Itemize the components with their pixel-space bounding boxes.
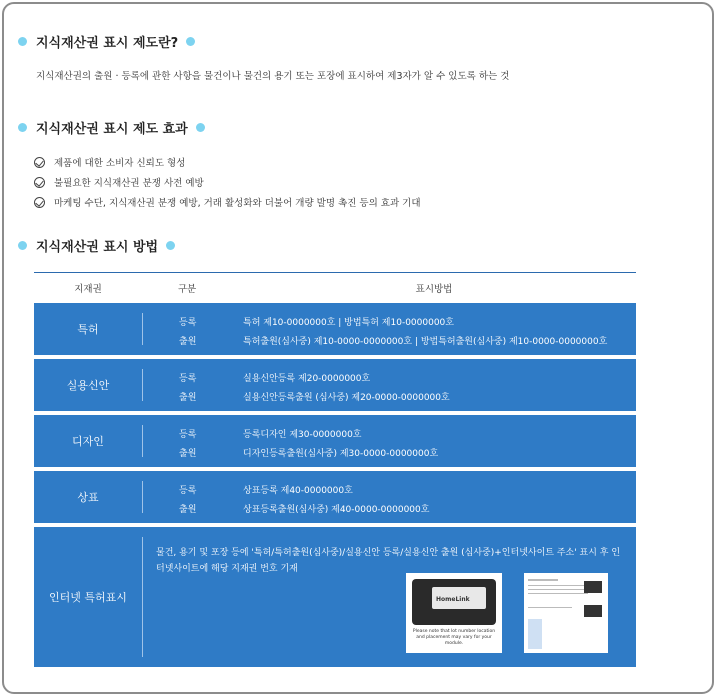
list-item: 제품에 대한 소비자 신뢰도 형성 [34,152,421,172]
check-circle-icon [34,157,45,168]
row-type: 출원 [179,449,197,459]
list-item: 불필요한 지식재산권 분쟁 사전 예방 [34,172,421,192]
effects-heading [18,118,205,137]
column-header: 표시방법 [415,284,453,295]
row-text: 실용신안등록출원 (심사중) 제20-0000-0000000호 [243,393,450,403]
row-name: 특허 [77,323,99,336]
row-name: 상표 [77,491,99,504]
row-type: 출원 [179,337,197,347]
row-text: 실용신안등록 제20-0000000호 [243,374,371,384]
row-name: 인터넷 특허표시 [49,591,127,604]
row-type: 등록 [179,430,197,440]
method-title: 지식재산권 표시 방법 [36,240,159,255]
table-header [34,272,636,303]
table-row [34,359,636,411]
bullet-dot-icon [18,241,27,250]
table-row [34,415,636,467]
table-row [34,303,636,355]
row-text: 특허출원(심사중) 제10-0000-0000000호 | 방법특허출원(심사중) 제10-0000-0000000호 [243,337,608,347]
column-header: 구분 [177,284,197,295]
method-heading [18,236,175,255]
row-text: 특허 제10-0000000호 | 방법특허 제10-0000000호 [243,318,454,328]
bullet-dot-icon [196,123,205,132]
row-name: 실용신안 [66,379,110,392]
definition-title: 지식재산권 표시 제도란? [36,36,179,51]
divider [142,313,143,345]
row-type: 출원 [179,393,197,403]
divider [142,537,143,657]
bullet-dot-icon [166,241,175,250]
list-item: 마케팅 수단, 지식재산권 분쟁 예방, 거래 활성화와 더불어 개량 발명 촉진 등의 효과 기대 [34,192,421,212]
module-photo [406,573,502,653]
effects-title: 지식재산권 표시 제도 효과 [36,122,188,137]
table-row [34,471,636,523]
bullet-dot-icon [18,123,27,132]
internet-description: 물건, 용기 및 포장 등에 '특허/특허출원(심사중)/실용신안 등록/실용신안 출원 (심사중)+인터넷사이트 주소' 표시 후 인터넷사이트에 해당 지재권 번호 기재 [156,548,621,574]
row-text: 디자인등록출원(심사중) 제30-0000-0000000호 [243,449,439,459]
website-screenshot [524,573,608,653]
row-text: 상표등록 제40-0000000호 [243,486,353,496]
table-row-internet [34,527,636,667]
row-type: 등록 [179,486,197,496]
column-header: 지재권 [74,284,102,295]
row-type: 등록 [179,374,197,384]
divider [142,369,143,401]
effects-list [34,152,421,212]
check-circle-icon [34,177,45,188]
row-text: 상표등록출원(심사중) 제40-0000-0000000호 [243,505,430,515]
definition-heading [18,32,195,51]
bullet-dot-icon [18,37,27,46]
check-circle-icon [34,197,45,208]
row-name: 디자인 [72,435,104,448]
row-type: 등록 [179,318,197,328]
content-frame [2,2,714,694]
row-text: 등록디자인 제30-0000000호 [243,430,362,440]
brand-label: HomeLink [436,596,470,603]
divider [142,425,143,457]
bullet-dot-icon [186,37,195,46]
row-type: 출원 [179,505,197,515]
divider [142,481,143,513]
definition-description: 지식재산권의 출원 · 등록에 관한 사항을 물건이나 물건의 용기 또는 포장에 표시하여 제3자가 알 수 있도록 하는 것 [36,71,510,82]
marking-table [34,272,636,671]
image-caption: Please note that lot number location and placement may vary for your module. [412,629,496,646]
device-image [412,579,496,625]
